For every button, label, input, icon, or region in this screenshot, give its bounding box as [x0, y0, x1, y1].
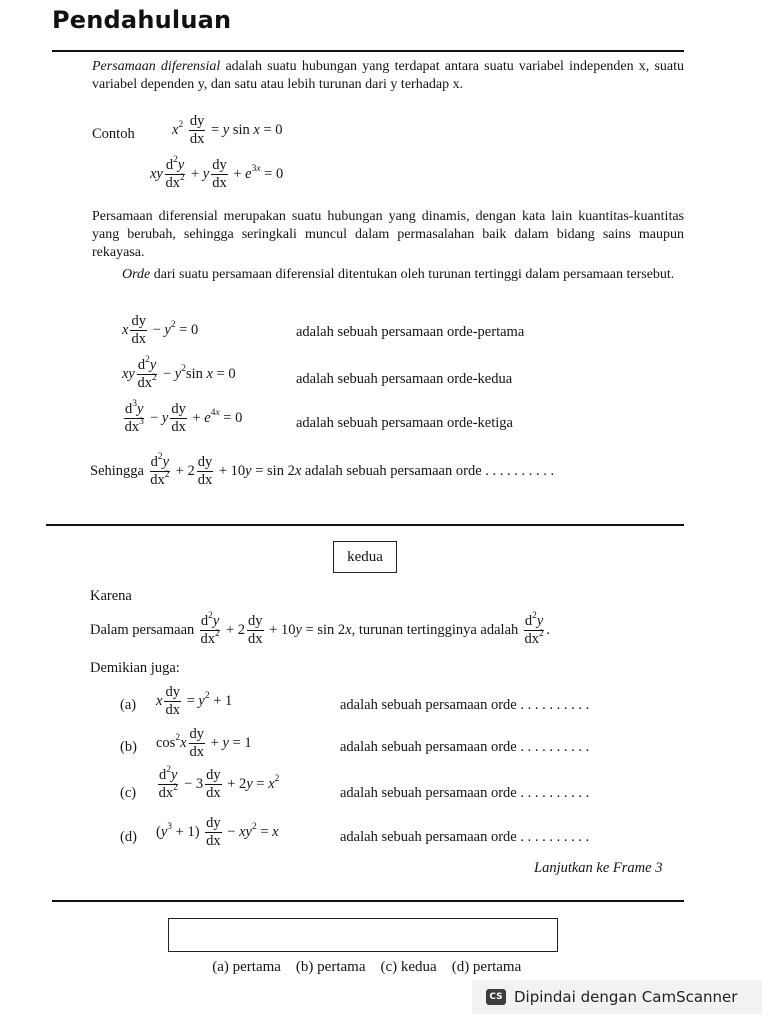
likewise-label: Demikian juga: — [90, 660, 180, 676]
top-divider — [52, 50, 684, 52]
intro-paragraph — [92, 58, 684, 94]
order-example-1-equation: x $\frac{dy}{dx}$ − $y^2 = 0$ — [122, 313, 199, 348]
intro-term: Persamaan diferensial — [92, 59, 221, 74]
explanation-mid: , turunan tertingginya adalah — [351, 622, 519, 639]
order-definition-text: dari suatu persamaan diferensial ditentukan oleh turunan tertinggi dalam persamaan tersebut. — [150, 267, 675, 282]
bottom-divider — [52, 900, 684, 902]
exercise-d-text: adalah sebuah persamaan orde . . . . . . . . . . — [340, 829, 590, 845]
exercise-c-equation: $\frac{d^2y}{dx^2}$ − 3 $\frac{dy}{dx}$ + $2y = x^2$ — [158, 765, 280, 802]
question-line: Sehingga $\frac{d^2y}{dx^2}$ + 2 $\frac{dy}{dx}$ + 10y = sin 2x adalah sebuah persamaan orde . . . . . . . . . . — [90, 452, 555, 489]
continue-text: Lanjutkan ke Frame 3 — [534, 860, 663, 876]
page-title: Pendahuluan — [52, 6, 232, 34]
camscanner-icon: CS — [486, 989, 506, 1005]
order-definition — [92, 266, 684, 284]
order-example-2-equation: xy $\frac{d^2y}{dx^2}$ − $y^2\sin$ x = 0 — [122, 355, 236, 392]
example-label: Contoh — [92, 126, 135, 142]
order-example-3-text: adalah sebuah persamaan orde-ketiga — [296, 415, 513, 431]
exercise-c-text: adalah sebuah persamaan orde . . . . . . . . . . — [340, 785, 590, 801]
exercise-b-text: adalah sebuah persamaan orde . . . . . . . . . . — [340, 739, 590, 755]
example-equation-2: xy $\frac{d^2y}{dx^2}$ + y $\frac{dy}{dx}$ + $e^{3x} = 0$ — [150, 155, 284, 192]
exercise-d-equation: $(y^3 + 1)$ $\frac{dy}{dx}$ − $xy^2 = x$ — [156, 815, 279, 850]
example-equation-1: $x^2$ $\frac{dy}{dx}$ = y sin x = 0 — [172, 113, 283, 148]
camscanner-badge — [472, 980, 762, 1014]
exercise-c-label: (c) — [120, 785, 137, 801]
camscanner-text: Dipindai dengan CamScanner — [514, 988, 738, 1006]
explanation-line: Dalam persamaan $\frac{d^2y}{dx^2}$ + 2 $\frac{dy}{dx}$ + 10y = sin 2x, turunan tertingginya adalah $\frac{d^2y}{dx^2}$ . — [90, 611, 550, 648]
question-suffix: adalah sebuah persamaan orde . . . . . . . . . . — [304, 463, 555, 480]
intro-text: adalah suatu hubungan yang terdapat antara suatu variabel independen x, suatu variabel dependen y, dan satu atau lebih turunan dari y terhadap x. — [92, 59, 684, 92]
dynamic-paragraph: Persamaan diferensial merupakan suatu hubungan yang dinamis, dengan kata lain kuantitas-kuantitas yang berubah, sehingga seringkali muncul dalam permasalahan baik dalam bidang sains maupun rekayasa. — [92, 209, 684, 260]
explanation-prefix: Dalam persamaan — [90, 622, 195, 639]
exercise-b-label: (b) — [120, 739, 137, 755]
because-label: Karena — [90, 588, 132, 604]
exercise-a-text: adalah sebuah persamaan orde . . . . . . . . . . — [340, 697, 590, 713]
answer-text: kedua — [347, 549, 383, 565]
exercise-a-equation: x $\frac{dy}{dx}$ = $y^2 + 1$ — [156, 684, 233, 719]
order-example-2-text: adalah sebuah persamaan orde-kedua — [296, 371, 513, 387]
answers-text: (a) pertama (b) pertama (c) kedua (d) pertama — [212, 959, 522, 975]
order-term: Orde — [122, 267, 151, 282]
exercise-d-label: (d) — [120, 829, 137, 845]
answers-box — [168, 918, 558, 975]
middle-divider — [46, 524, 684, 526]
exercise-b-equation: $\cos^2x$ $\frac{dy}{dx}$ + y = 1 — [156, 726, 252, 761]
answer-box — [333, 541, 397, 573]
exercise-a-label: (a) — [120, 697, 137, 713]
order-example-3-equation: $\frac{d^3y}{dx^3}$ − y $\frac{dy}{dx}$ + $e^{4x} = 0$ — [124, 399, 243, 436]
question-prefix: Sehingga — [90, 463, 144, 480]
order-example-1-text: adalah sebuah persamaan orde-pertama — [296, 324, 525, 340]
